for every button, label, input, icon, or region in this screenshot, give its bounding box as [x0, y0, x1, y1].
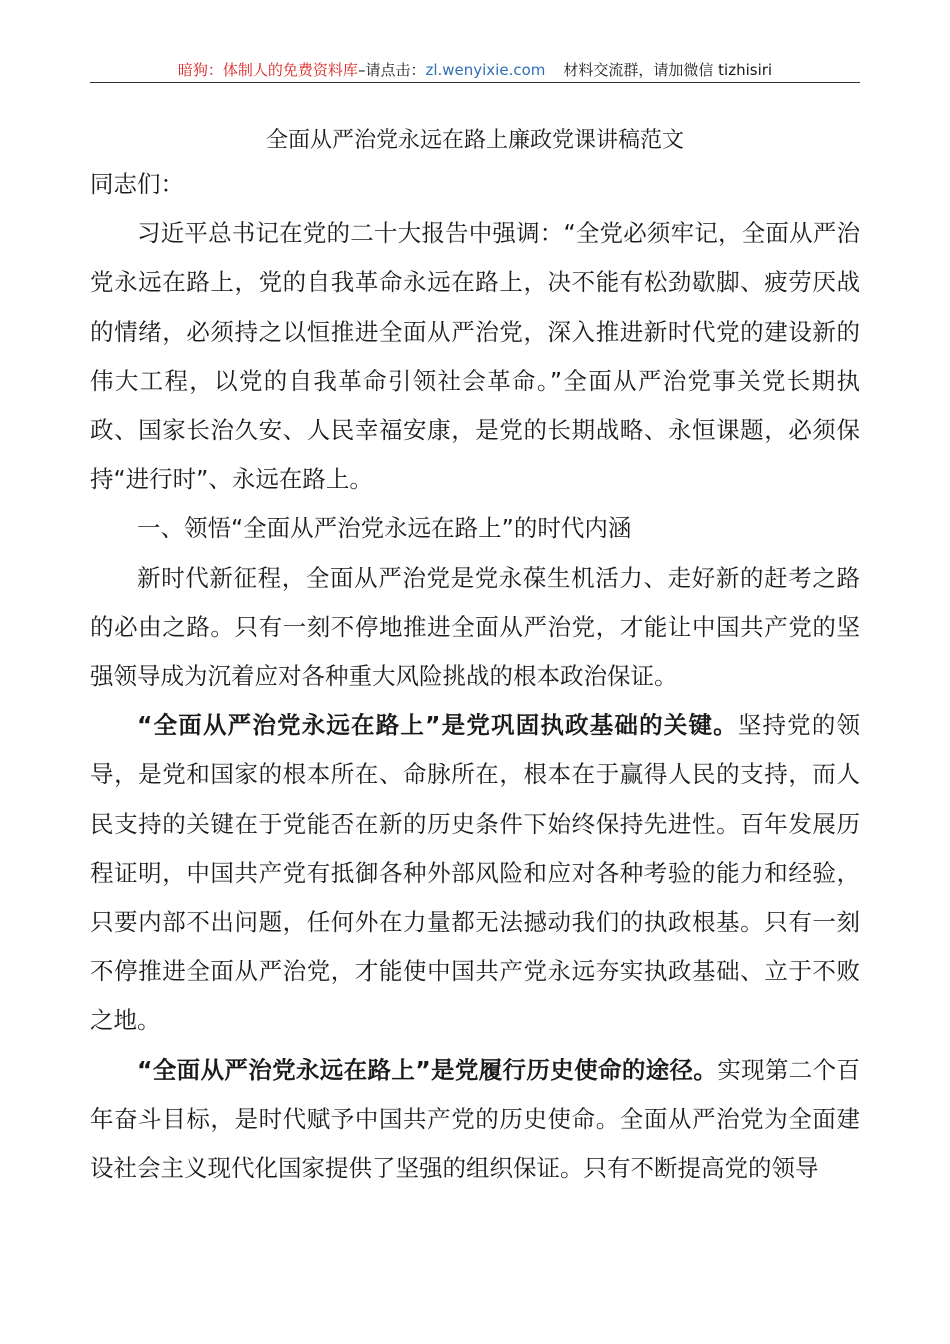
- salutation: 同志们：: [90, 170, 184, 198]
- header-click-label: –请点击：: [357, 61, 426, 79]
- paragraph-ruling-foundation: [90, 701, 860, 1045]
- paragraph-ruling-foundation-text: 坚持党的领导，是党和国家的根本所在、命脉所在，根本在于赢得人民的支持，而人民支持的关键在于党能否在新的历史条件下始终保持先进性。百年发展历程证明，中国共产党有抵御各种外部风险和应对各种考验的能力和经验，只要内部不出问题，任何外在力量都无法撼动我们的执政根基。只有一刻不停推进全面从严治党，才能使中国共产党永远夯实执政基础、立于不败之地。: [90, 711, 861, 1035]
- paragraph-historic-mission: [90, 1046, 860, 1194]
- document-title: 全面从严治党永远在路上廉政党课讲稿范文: [265, 128, 684, 153]
- header-url-link[interactable]: zl.wenyixie.com: [425, 61, 546, 79]
- paragraph-historic-mission-lead: “全面从严治党永远在路上”是党履行历史使命的途径。: [137, 1055, 718, 1084]
- document-body: [90, 160, 860, 1193]
- header-brand: 暗狗：体制人的免费资料库: [177, 61, 358, 79]
- page-header: [90, 58, 860, 83]
- header-wechat-note: 材料交流群，请加微信 tizhisiri: [563, 61, 773, 79]
- paragraph-ruling-foundation-lead: “全面从严治党永远在路上”是党巩固执政基础的关键。: [137, 711, 738, 740]
- paragraph-new-era: 新时代新征程，全面从严治党是党永葆生机活力、走好新的赶考之路的必由之路。只有一刻不停地推进全面从严治党，才能让中国共产党的坚强领导成为沉着应对各种重大风险挑战的根本政治保证。: [90, 563, 860, 691]
- paragraph-historic-mission-text: 实现第二个百年奋斗目标，是时代赋予中国共产党的历史使命。全面从严治党为全面建设社会主义现代化国家提供了坚强的组织保证。只有不断提高党的领导: [90, 1055, 861, 1183]
- section-heading-1: 一、领悟“全面从严治党永远在路上”的时代内涵: [137, 514, 632, 543]
- paragraph-intro: 习近平总书记在党的二十大报告中强调：“全党必须牢记，全面从严治党永远在路上，党的自我革命永远在路上，决不能有松劲歇脚、疲劳厌战的情绪，必须持之以恒推进全面从严治党，深入推进新时代党的建设新的伟大工程，以党的自我革命引领社会革命。”全面从严治党事关党长期执政、国家长治久安、人民幸福安康，是党的长期战略、永恒课题，必须保持“进行时”、永远在路上。: [90, 219, 860, 494]
